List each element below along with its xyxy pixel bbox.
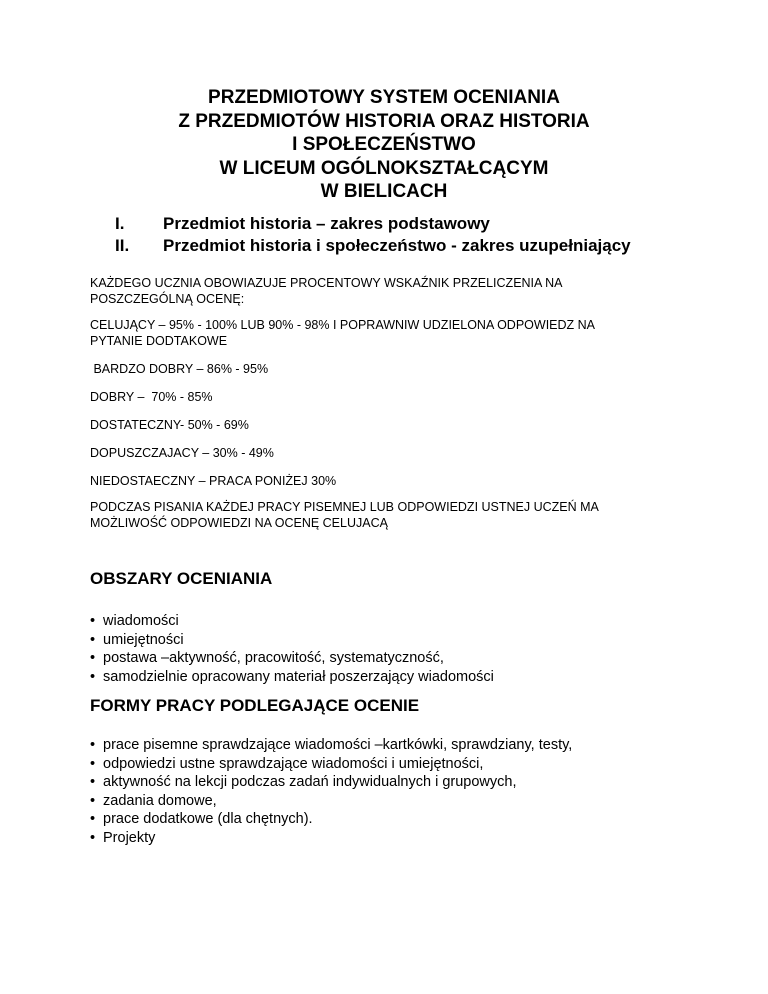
intro-paragraph: KAŻDEGO UCZNIA OBOWIAZUJE PROCENTOWY WSKAŹNIK PRZELICZENIA NA POSZCZEGÓLNĄ OCENĘ: — [90, 276, 562, 306]
bullet-icon: • — [90, 668, 96, 685]
section-text: Przedmiot historia – zakres podstawowy — [163, 214, 490, 233]
list-item-text: postawa –aktywność, pracowitość, systematyczność, — [103, 650, 444, 666]
section-number: I. — [115, 214, 125, 233]
list-item — [90, 612, 494, 631]
list-item-text: wiadomości — [103, 613, 179, 629]
list-item-text: aktywność na lekcji podczas zadań indywidualnych i grupowych, — [103, 774, 517, 790]
list-item-text: odpowiedzi ustne sprawdzające wiadomości i umiejętności, — [103, 755, 484, 772]
list-item — [90, 829, 572, 848]
list-item — [90, 810, 572, 829]
list-item-text: samodzielnie opracowany materiał poszerzający wiadomości — [103, 668, 494, 685]
section-heading-formy: FORMY PRACY PODLEGAJĄCE OCENIE — [90, 696, 420, 715]
list-item — [90, 649, 494, 668]
title-line: W BIELICACH — [320, 181, 448, 202]
grade-celujacy: CELUJĄCY – 95% - 100% LUB 90% - 98% I POPRAWNIW UDZIELONA ODPOWIEDZ NA PYTANIE DODTAKOWE — [90, 318, 595, 348]
section-text: Przedmiot historia i społeczeństwo - zakres uzupełniający — [163, 236, 631, 255]
list-item — [90, 631, 494, 650]
grade-dobry: DOBRY – 70% - 85% — [90, 390, 213, 404]
formy-list — [90, 736, 572, 847]
bullet-icon: • — [90, 737, 96, 753]
obszary-list — [90, 612, 494, 686]
bullet-icon: • — [90, 631, 96, 648]
bullet-icon: • — [90, 792, 96, 809]
list-item-text: prace dodatkowe (dla chętnych). — [103, 811, 313, 827]
list-item-text: prace pisemne sprawdzające wiadomości –kartkówki, sprawdziany, testy, — [103, 737, 573, 753]
bullet-icon: • — [90, 613, 96, 629]
title-line: I SPOŁECZEŃSTWO — [292, 134, 476, 155]
bullet-icon: • — [90, 774, 96, 790]
section-item — [115, 235, 631, 257]
bullet-icon: • — [90, 650, 96, 666]
list-item — [90, 755, 572, 774]
section-list — [115, 213, 631, 257]
list-item-text: Projekty — [103, 829, 156, 846]
bullet-icon: • — [90, 755, 96, 772]
grade-bardzo-dobry: BARDZO DOBRY – 86% - 95% — [90, 362, 269, 376]
list-item — [90, 668, 494, 687]
section-heading-obszary: OBSZARY OCENIANIA — [90, 569, 273, 588]
bullet-icon: • — [90, 811, 96, 827]
section-number: II. — [115, 236, 130, 255]
list-item-text: umiejętności — [103, 631, 184, 648]
title-line: PRZEDMIOTOWY SYSTEM OCENIANIA — [208, 87, 560, 108]
grade-dostateczny: DOSTATECZNY- 50% - 69% — [90, 418, 249, 432]
bullet-icon: • — [90, 829, 96, 846]
grade-niedostateczny: NIEDOSTAECZNY – PRACA PONIŻEJ 30% — [90, 474, 337, 488]
grade-dopuszczajacy: DOPUSZCZAJACY – 30% - 49% — [90, 446, 274, 460]
list-item — [90, 773, 572, 792]
title-line: W LICEUM OGÓLNOKSZTAŁCĄCYM — [219, 157, 549, 179]
document-title — [0, 86, 768, 204]
section-item — [115, 213, 631, 235]
title-line: Z PRZEDMIOTÓW HISTORIA ORAZ HISTORIA — [178, 110, 590, 132]
list-item — [90, 792, 572, 811]
list-item — [90, 736, 572, 755]
note-paragraph: PODCZAS PISANIA KAŻDEJ PRACY PISEMNEJ LUB ODPOWIEDZI USTNEJ UCZEŃ MA MOŻLIWOŚĆ ODPOWIEDZI NA OCENĘ CELUJACĄ — [90, 500, 599, 530]
list-item-text: zadania domowe, — [103, 792, 217, 809]
